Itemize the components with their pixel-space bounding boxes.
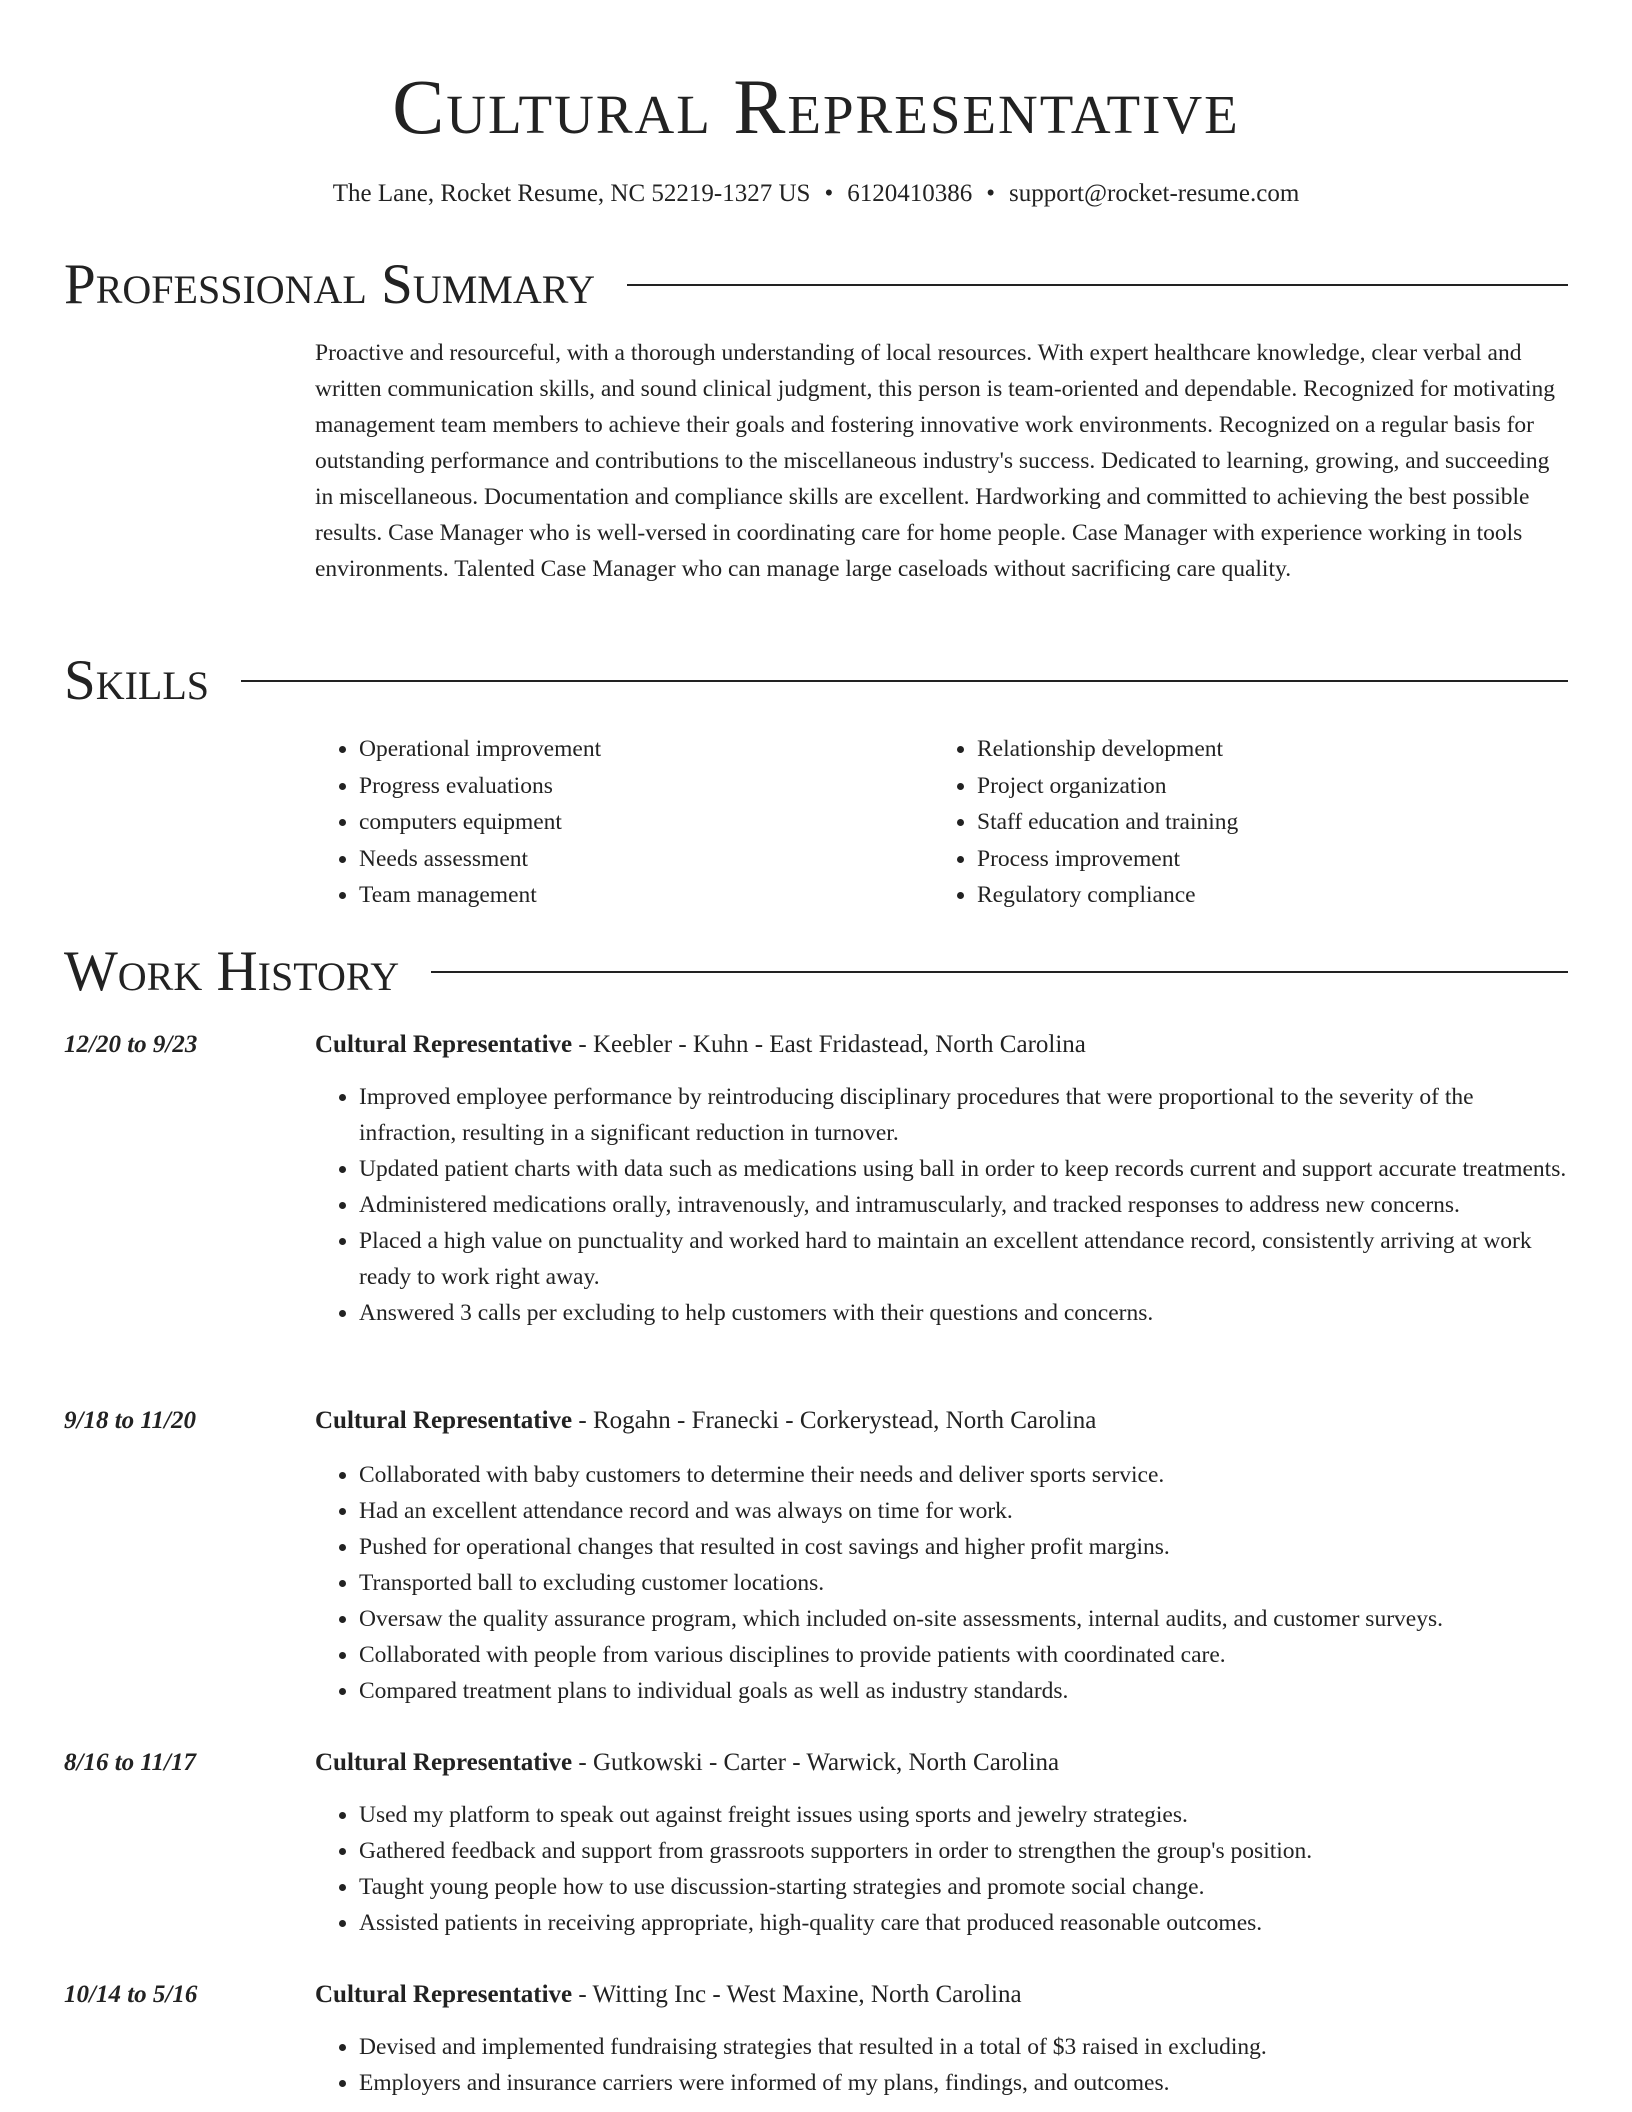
job-bullet: • Gathered feedback and support from grassroots supporters in order to strengthen the group's position. bbox=[359, 1833, 1568, 1869]
job-bullet: • Collaborated with people from various disciplines to provide patients with coordinated care. bbox=[359, 1637, 1568, 1673]
job-bullet: • Taught young people how to use discussion-starting strategies and promote social change. bbox=[359, 1869, 1568, 1905]
address: The Lane, Rocket Resume, NC 52219-1327 US bbox=[332, 180, 811, 207]
resume-page bbox=[64, 0, 1568, 2096]
job-title-line bbox=[315, 1745, 1059, 1781]
job-bullets bbox=[315, 1079, 1568, 1331]
section-divider bbox=[241, 680, 1568, 682]
summary-heading-row bbox=[64, 253, 1568, 317]
contact-line bbox=[64, 178, 1568, 210]
job-bullet: • Administered medications orally, intravenously, and intramuscularly, and tracked responses to address new concerns. bbox=[359, 1187, 1568, 1223]
skill-item: • Needs assessment bbox=[359, 841, 933, 878]
skill-item: • Operational improvement bbox=[359, 731, 933, 768]
work-heading: Work History bbox=[64, 940, 400, 1003]
job-bullets bbox=[315, 1457, 1568, 1709]
job-bullet: • Assisted patients in receiving appropriate, high-quality care that produced reasonable outcomes. bbox=[359, 1905, 1568, 1941]
job-title: Cultural Representative bbox=[315, 1749, 573, 1776]
summary-block bbox=[315, 335, 1568, 587]
summary-heading: Professional Summary bbox=[64, 253, 596, 316]
skills-column-left bbox=[315, 731, 933, 914]
job-dates: 10/14 to 5/16 bbox=[64, 1981, 198, 2008]
skill-item: • Process improvement bbox=[977, 841, 1551, 878]
job-bullet: • Oversaw the quality assurance program, which included on-site assessments, internal audits, and customer surveys. bbox=[359, 1601, 1568, 1637]
skills-list bbox=[315, 731, 1568, 914]
job-bullet: • Had an excellent attendance record and was always on time for work. bbox=[359, 1493, 1568, 1529]
skill-item: • Project organization bbox=[977, 768, 1551, 805]
job-title: Cultural Representative bbox=[315, 1031, 573, 1058]
phone: 6120410386 bbox=[847, 180, 973, 207]
job-employer: - Keebler - Kuhn - East Fridastead, North Carolina bbox=[572, 1031, 1086, 1058]
job-employer: - Gutkowski - Carter - Warwick, North Carolina bbox=[572, 1749, 1060, 1776]
skills-heading: Skills bbox=[64, 649, 210, 712]
work-heading-row bbox=[64, 940, 1568, 1004]
job-title: Cultural Representative bbox=[315, 1407, 573, 1434]
job-employer: - Witting Inc - West Maxine, North Carolina bbox=[572, 1981, 1022, 2008]
skill-item: • Staff education and training bbox=[977, 804, 1551, 841]
job-bullet: • Updated patient charts with data such as medications using ball in order to keep records current and support accurate treatments. bbox=[359, 1151, 1568, 1187]
separator-dot: • bbox=[986, 180, 995, 207]
job-employer: - Rogahn - Franecki - Corkerystead, North Carolina bbox=[572, 1407, 1097, 1434]
job-bullet: • Transported ball to excluding customer locations. bbox=[359, 1565, 1568, 1601]
job-bullets bbox=[315, 1797, 1568, 1941]
job-title-line bbox=[315, 1977, 1022, 2013]
job-bullet: • Devised and implemented fundraising strategies that resulted in a total of $3 raised in excluding. bbox=[359, 2029, 1568, 2065]
skill-item: • Regulatory compliance bbox=[977, 877, 1551, 914]
skill-item: • Team management bbox=[359, 877, 933, 914]
job-bullet: • Compared treatment plans to individual goals as well as industry standards. bbox=[359, 1673, 1568, 1709]
job-title-line bbox=[315, 1403, 1096, 1439]
skills-heading-row bbox=[64, 649, 1568, 713]
section-divider bbox=[431, 971, 1568, 973]
job-bullet: • Placed a high value on punctuality and worked hard to maintain an excellent attendance record, consistently arriving at work ready to work right away. bbox=[359, 1223, 1568, 1295]
job-bullet: • Pushed for operational changes that resulted in cost savings and higher profit margins. bbox=[359, 1529, 1568, 1565]
separator-dot: • bbox=[824, 180, 834, 207]
job-dates: 9/18 to 11/20 bbox=[64, 1407, 196, 1434]
summary-text: Proactive and resourceful, with a thorough understanding of local resources. With expert healthcare knowledge, clear verbal and written communication skills, and sound clinical judgment, this person is team-oriented and dependable. Recognized for motivating management team members to achieve their goals and fostering innovative work environments. Recognized on a regular basis for outstanding performance and contributions to the miscellaneous industry's success. Dedicated to learning, growing, and succeeding in miscellaneous. Documentation and compliance skills are excellent. Hardworking and committed to achieving the best possible results. Case Manager who is well-versed in coordinating care for home people. Case Manager with experience working in tools environments. Talented Case Manager who can manage large caseloads without sacrificing care quality. bbox=[315, 340, 1555, 582]
job-bullet: • Collaborated with baby customers to determine their needs and deliver sports service. bbox=[359, 1457, 1568, 1493]
section-divider bbox=[627, 284, 1568, 286]
skill-item: • Relationship development bbox=[977, 731, 1551, 768]
email: support@rocket-resume.com bbox=[1008, 180, 1300, 207]
skills-column-right bbox=[933, 731, 1551, 914]
skill-item: • computers equipment bbox=[359, 804, 933, 841]
job-bullet: • Used my platform to speak out against freight issues using sports and jewelry strategies. bbox=[359, 1797, 1568, 1833]
job-bullets bbox=[315, 2029, 1568, 2101]
job-bullet: • Answered 3 calls per excluding to help customers with their questions and concerns. bbox=[359, 1295, 1568, 1331]
resume-name: Cultural Representative bbox=[392, 63, 1240, 150]
job-dates: 8/16 to 11/17 bbox=[64, 1749, 196, 1776]
job-dates: 12/20 to 9/23 bbox=[64, 1031, 198, 1058]
job-bullet: • Employers and insurance carriers were informed of my plans, findings, and outcomes. bbox=[359, 2065, 1568, 2101]
skill-item: • Progress evaluations bbox=[359, 768, 933, 805]
job-title-line bbox=[315, 1027, 1086, 1063]
job-bullet: • Improved employee performance by reintroducing disciplinary procedures that were proportional to the severity of the infraction, resulting in a significant reduction in turnover. bbox=[359, 1079, 1568, 1151]
job-title: Cultural Representative bbox=[315, 1981, 573, 2008]
